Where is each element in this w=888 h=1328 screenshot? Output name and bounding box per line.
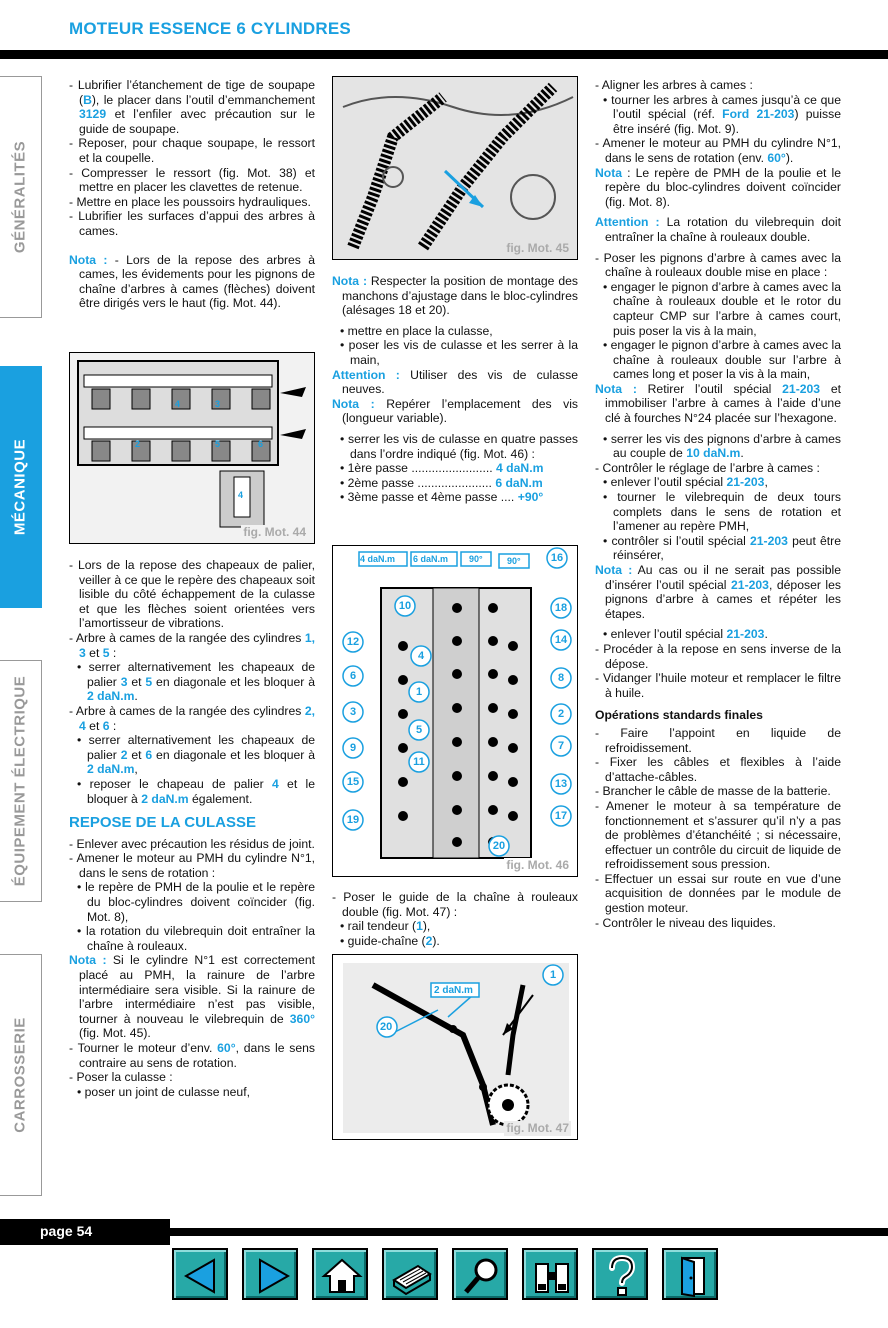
nota: Nota : Le repère de PMH de la poulie et le repère du bloc-cylindres doivent coïncider (fig. Mot. 8). [595, 165, 841, 209]
search-button[interactable] [452, 1248, 508, 1300]
bolt-number-2: 2 [557, 708, 565, 720]
footer-rule [170, 1228, 888, 1236]
paragraph: - Poser la culasse : [69, 1070, 173, 1085]
bullet: • tourner les arbres à cames jusqu’à ce que l’outil spécial (réf. Ford 21-203) puisse être inséré (fig. Mot. 9). [603, 92, 841, 136]
bearing-label: 6 [258, 439, 264, 449]
exit-button[interactable] [662, 1248, 718, 1300]
bolt-number-9: 9 [349, 742, 357, 754]
bullet: • enlever l’outil spécial 21-203. [603, 627, 768, 642]
bullet: • serrer les vis des pignons d’arbre à cames au couple de 10 daN.m. [603, 431, 841, 461]
bolt-number-17: 17 [554, 810, 568, 822]
pass-label: 6 daN.m [413, 554, 449, 564]
header-rule [0, 50, 888, 59]
bolt-number-7: 7 [557, 740, 565, 752]
binoculars-icon [524, 1250, 580, 1302]
bolt-number-5: 5 [415, 724, 423, 736]
nota: Nota : Respecter la position de montage des manchons d’ajustage dans le bloc-cylindres (alésages 18 et 20). [332, 274, 578, 318]
figure-caption: fig. Mot. 47 [506, 1121, 569, 1136]
tab-label: ÉQUIPEMENT ÉLECTRIQUE [11, 675, 29, 887]
paragraph: - Mettre en place les poussoirs hydrauliques. [69, 194, 311, 209]
bullet: • tourner le vilebrequin de deux tours complets dans le sens de rotation et l’amener au repère PMH, [603, 490, 841, 534]
nota: Nota : Retirer l’outil spécial 21-203 et immobiliser l’arbre à cames à l’aide d’une clé à fourches N°24 placée sur l’hexagone. [595, 381, 841, 426]
paragraph: - Reposer, pour chaque soupape, le ressort et la coupelle. [69, 136, 315, 165]
paragraph: - Fixer les câbles et flexibles à l’aide d’attache-câbles. [595, 755, 841, 784]
print-button[interactable] [382, 1248, 438, 1300]
bullet: • le repère de PMH de la poulie et le repère du bloc-cylindres doivent coïncider (fig. Mot. 8), [77, 880, 315, 924]
paragraph: - Brancher le câble de masse de la batterie. [595, 784, 831, 799]
figure-caption: fig. Mot. 45 [506, 241, 569, 256]
home-icon [314, 1250, 370, 1302]
part-label-20: 20 [380, 1021, 393, 1033]
paragraph: - Contrôler le réglage de l’arbre à cames : [595, 460, 820, 475]
camshaft-diagram [70, 353, 315, 544]
paragraph: - Tourner le moteur d’env. 60°, dans le sens contraire au sens de rotation. [69, 1041, 316, 1070]
tab-mecanique[interactable] [0, 366, 42, 608]
bolt-number-16: 16 [550, 552, 564, 564]
chain-guide-diagram [333, 955, 578, 1140]
tab-label: CARROSSERIE [11, 1017, 29, 1133]
bolt-number-11: 11 [413, 756, 425, 768]
column-2-lower [332, 890, 578, 948]
bearing-label: 5 [215, 439, 221, 449]
bullet: • poser les vis de culasse et les serrer à la main, [340, 338, 578, 367]
paragraph: - Lors de la repose des chapeaux de palier, veiller à ce que le repère des chapeaux soit lisible du côté échappement de la culasse et que les flèches soient orientées vers l’amortisseur de vibrations. [69, 558, 315, 631]
paragraph: - Amener le moteur à sa température de fonctionnement et s’assurer qu’il n’y a pas de problèmes d’étanchéité ; si nécessaire, effectuer un contrôle du circuit de liquide de refroidissement sous pression. [595, 798, 841, 872]
attention: Attention : La rotation du vilebrequin doit entraîner la chaîne à rouleaux double. [595, 215, 842, 244]
question-mark-icon [594, 1250, 650, 1302]
column-1 [69, 78, 315, 311]
bullet: • enlever l’outil spécial 21-203, [603, 475, 768, 490]
figure-mot-44 [69, 352, 315, 544]
bullet: • serrer alternativement les chapeaux de palier 3 et 5 en diagonale et les bloquer à 2 daN.m. [77, 660, 316, 704]
attention: Attention : Utiliser des vis de culasse neuves. [332, 367, 578, 397]
bearing-label: 3 [215, 399, 221, 409]
find-button[interactable] [522, 1248, 578, 1300]
section-heading: REPOSE DE LA CULASSE [69, 814, 256, 832]
paragraph: - Procéder à la repose en sens inverse de la dépose. [595, 641, 842, 671]
bullet: • engager le pignon d’arbre à cames avec la chaîne à rouleaux double sur l’arbre à cames long et poser la vis à la main, [603, 338, 842, 382]
bearing-label: 2 [135, 439, 141, 449]
bolt-number-1: 1 [415, 686, 423, 698]
tab-equipement-electrique[interactable] [0, 660, 42, 902]
bullet: • reposer le chapeau de palier 4 et le bloquer à 2 daN.m également. [77, 776, 315, 806]
paragraph: - Faire l’appoint en liquide de refroidissement. [595, 725, 841, 755]
tab-label: GÉNÉRALITÉS [11, 140, 29, 254]
bearing-label: 4 [238, 490, 244, 500]
bullet: • poser un joint de culasse neuf, [77, 1084, 250, 1099]
door-exit-icon [664, 1250, 720, 1302]
pass-3: • 3ème passe et 4ème passe .... +90° [340, 490, 544, 505]
figure-caption: fig. Mot. 46 [506, 858, 569, 873]
cylinder-head-bolt-diagram [333, 546, 578, 877]
bolt-number-3: 3 [349, 706, 357, 718]
next-page-button[interactable] [242, 1248, 298, 1300]
paragraph: - Lubrifier l’étanchement de tige de soupape (B), le placer dans l’outil d’emmanchement 3129 et l’enfiler avec précaution sur le guide de soupape. [69, 78, 315, 136]
tab-generalites[interactable] [0, 76, 42, 318]
paragraph: - Poser le guide de la chaîne à rouleaux double (fig. Mot. 47) : [332, 890, 578, 919]
tab-carrosserie[interactable] [0, 954, 42, 1196]
column-2 [332, 274, 578, 505]
pass-label: 90° [469, 554, 483, 564]
bullet: • contrôler si l’outil spécial 21-203 peut être réinsérer, [603, 533, 841, 563]
timing-chain-diagram [333, 77, 578, 260]
pass-label: 4 daN.m [360, 554, 396, 564]
bolt-number-4: 4 [417, 650, 425, 662]
bullet: • la rotation du vilebrequin doit entraîner la chaîne à rouleaux. [77, 924, 316, 953]
bolt-number-13: 13 [554, 778, 568, 790]
bolt-number-10: 10 [398, 600, 412, 612]
tab-label: MÉCANIQUE [11, 438, 29, 536]
paragraph: - Aligner les arbres à cames : [595, 78, 753, 92]
figure-caption: fig. Mot. 44 [243, 525, 306, 540]
figure-mot-45 [332, 76, 578, 260]
bolt-number-19: 19 [346, 814, 360, 826]
part-label-1: 1 [550, 969, 557, 981]
nota: Nota : - Lors de la repose des arbres à cames, les évidements pour les pignons de chaîne d’arbres à cames (flèches) doivent être dirigés vers le haut (fig. Mot. 44). [69, 252, 315, 311]
bullet: • rail tendeur (1), [340, 919, 431, 934]
paragraph: - Arbre à cames de la rangée des cylindres 2, 4 et 6 : [69, 703, 315, 733]
bolt-number-6: 6 [349, 670, 357, 682]
figure-mot-47 [332, 954, 578, 1140]
bolt-number-14: 14 [554, 634, 568, 646]
paragraph: - Contrôler le niveau des liquides. [595, 915, 776, 930]
bolt-number-18: 18 [554, 602, 568, 614]
bolt-number-8: 8 [557, 672, 565, 684]
help-button[interactable] [592, 1248, 648, 1300]
bullet: • mettre en place la culasse, [340, 323, 493, 338]
figure-mot-46 [332, 545, 578, 877]
torque-label: 2 daN.m [434, 985, 473, 996]
bullet: • engager le pignon d’arbre à cames avec la chaîne à rouleaux double et le rotor du capteur CMP sur l’arbre à cames court, puis poser la vis à la main, [603, 279, 842, 338]
pass-2: • 2ème passe ...................... 6 daN.m [340, 475, 543, 490]
arrow-left-icon [174, 1250, 230, 1302]
nota: Nota : Si le cylindre N°1 est correctement placé au PMH, la rainure de l’arbre intermédiaire sera visible. Si la rainure de l’arbre intermédiaire n’est pas visible, tourner à nouveau le vilebrequin de 360° (fig. Mot. 45). [69, 953, 315, 1041]
paragraph: - Poser les pignons d’arbre à cames avec la chaîne à rouleaux double mise en place : [595, 250, 841, 280]
paragraph: - Compresser le ressort (fig. Mot. 38) et mettre en placer les clavettes de retenue. [69, 165, 316, 195]
pass-label: 90° [507, 556, 521, 566]
page-number: page 54 [0, 1219, 170, 1245]
nota: Nota : Au cas ou il ne serait pas possible d’insérer l’outil spécial 21-203, déposer les pignons d’arbre à cames et répéter les étapes. [595, 563, 842, 621]
previous-page-button[interactable] [172, 1248, 228, 1300]
printer-icon [384, 1250, 440, 1302]
paragraph: - Enlever avec précaution les résidus de joint. [69, 836, 315, 851]
arrow-right-icon [244, 1250, 300, 1302]
paragraph: - Amener le moteur au PMH du cylindre N°1, dans le sens de rotation : [69, 851, 315, 880]
column-3 [595, 78, 841, 930]
bullet: • serrer les vis de culasse en quatre passes dans l’ordre indiqué (fig. Mot. 46) : [340, 431, 578, 461]
paragraph: - Amener le moteur au PMH du cylindre N°1, dans le sens de rotation (env. 60°). [595, 136, 841, 165]
nota: Nota : Repérer l’emplacement des vis (longueur variable). [332, 396, 578, 426]
bullet: • serrer alternativement les chapeaux de palier 2 et 6 en diagonale et les bloquer à 2 daN.m, [77, 733, 316, 777]
magnifier-icon [454, 1250, 510, 1302]
page-title: MOTEUR ESSENCE 6 CYLINDRES [69, 19, 351, 38]
paragraph: - Effectuer un essai sur route en vue d’une acquisition de données par le module de gestion moteur. [595, 871, 841, 916]
home-button[interactable] [312, 1248, 368, 1300]
paragraph: - Lubrifier les surfaces d’appui des arbres à cames. [69, 209, 315, 238]
bolt-number-20: 20 [492, 840, 506, 852]
paragraph: - Arbre à cames de la rangée des cylindres 1, 3 et 5 : [69, 630, 315, 660]
paragraph: - Vidanger l’huile moteur et remplacer le filtre à huile. [595, 671, 841, 700]
bearing-label: 4 [175, 399, 181, 409]
bolt-number-12: 12 [346, 636, 360, 648]
subheading: Opérations standards finales [595, 708, 763, 723]
bullet: • guide-chaîne (2). [340, 933, 440, 948]
column-1-lower [69, 558, 315, 1099]
bolt-number-15: 15 [346, 776, 360, 788]
pass-1: • 1ère passe ........................ 4 daN.m [340, 461, 544, 476]
